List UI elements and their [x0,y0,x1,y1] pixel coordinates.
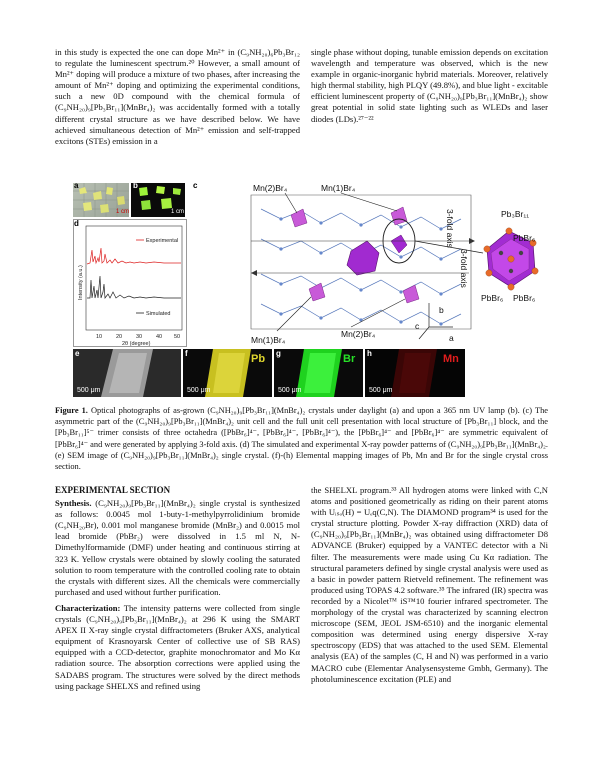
bottom-right-column [311,485,548,685]
xrd-tick-10: 10 [96,334,103,340]
characterization-heading: Characterization: [55,602,121,613]
label-axis-b: b [439,305,444,315]
caption-heading: Figure 1. [55,406,88,415]
experimental-section-heading: EXPERIMENTAL SECTION [55,485,171,495]
xrd-plot [74,220,186,346]
label-h: h [367,349,372,358]
scale-a: 1 cm [116,209,130,215]
xrd-tick-40: 40 [156,334,163,340]
label-pbbr6-top: PbBr₆ [513,233,536,243]
element-br-label: Br [343,353,356,365]
label-3fold-axis-1: 3-fold axis [445,209,455,248]
label-pbbr6-right: PbBr₆ [513,293,536,303]
intro-paragraph-left: in this study is expected the one can dope Mn²⁺ in (C₉NH₂₀)₆Pb₃Br₁₂ to regulate the luminescent spectrum.²⁰ However, a small amount of Mn²⁺ doping will produce a mixture of two phases, after increasing the amount of Mn²⁺ doping and optimizing the experimental conditions, such a new 0D compound with the chemical formula of (C₉NH₂₀)₉[Pb₃Br₁₁](MnBr₄)₂ was accidentally formed with a totally different crystal structure as we have described below. We have achieved simultaneous detection of Mn²⁺ emission and self-trapped excitons (STEs) emission in a [55,47,300,146]
synthesis-heading: Synthesis. [55,498,92,509]
figure-caption [55,405,548,472]
xrd-legend-simulated: Simulated [146,311,171,317]
top-right-column [311,47,548,125]
element-mn-label: Mn [443,353,459,365]
label-b: b [133,181,138,190]
scale-b: 1 cm [171,209,185,215]
intro-paragraph-right: single phase without doping, tunable emission depends on excitation wavelength and temperature was observed, which is the new example in organic-inorganic hybrid materials. Moreover, relatively high thermal stability, high PLQY (49.8%), and blue light - excitable efficient luminescent property of (C₉NH₂₀)₉[Pb₃Br₁₁](MnBr₄)₂ show great potential in solid state lighting such as WLEDs and laser diodes (LDs).²⁷⁻²² [311,47,548,124]
scale-f: 500 μm [187,387,211,394]
characterization-text: The intensity patterns were collected from single crystals (C₉NH₂₀)₉[Pb₃Br₁₁](MnBr₄)₂ at 296 K using the SMART APEX II X-ray single crystal diffractometers (Bruker AXS, analytical equipment of Krasnoyarsk Center of collective use of SB RAS) equipped with a CCD-detector, graphite monochromator and Mo Kα radiation source. The absorption corrections were applied using the SADABS program. The structures were solved by the direct methods using package SHELXS and refined using [55,602,300,691]
label-axis-c: c [415,321,420,331]
label-pbbr6-left: PbBr₆ [481,293,504,303]
scale-e: 500 μm [77,387,101,394]
label-e: e [75,349,80,358]
label-d: d [74,219,79,228]
label-mn1br4-top: Mn(1)Br₄ [321,183,356,193]
label-3fold-axis-2: 3-fold axis [459,249,469,288]
xrd-tick-50: 50 [174,334,181,340]
xrd-legend-experimental: Experimental [146,238,179,244]
synthesis-paragraph [55,498,300,598]
panel-c-structure [191,179,548,349]
caption-text: Optical photographs of as-grown (C₉NH₂₀)₉[Pb₃Br₁₁](MnBr₄)₂ crystals under daylight (a) and upon a 365 nm UV lamp (b). (c) The asymmetric part of the (C₉NH₂₀)₉[Pb₃Br₁₁](MnBr₄)₂ unit cell and the full unit cell presentation with local structure of [Pb₃Br₁₁] block, and the [Pb₃Br₁₁]⁵⁻ trimer consists of three octahedra ([PbBr₆]⁴⁻, [PbBr₆]⁴⁻, [PbBr₆]⁴⁻), the [PbBr₆]⁴⁻ and [PbBr₆]⁴⁻ are symmetric equivalent of [PbBr₆]⁴⁻ and were generated by applying 3-fold axis. (d) The simulated and experimental X-ray powder patterns of (C₉NH₂₀)₉[Pb₃Br₁₁](MnBr₄)₂. (e) SEM image of (C₉NH₂₀)₉[Pb₃Br₁₁](MnBr₄)₂ single crystal. (f)-(h) Elemental mapping images of Pb, Mn and Br for the single crystal cross section. [55,406,548,472]
label-mn2br4-bottom: Mn(2)Br₄ [341,329,376,339]
xrd-ylabel: Intensity (a.u.) [78,265,84,300]
panel-d-xrd [73,219,187,347]
label-mn1br4-bottom: Mn(1)Br₄ [251,335,286,345]
characterization-paragraph [55,603,300,692]
figure-1 [55,177,548,400]
xrd-xlabel: 2θ (degree) [122,341,151,346]
label-c: c [193,181,198,190]
label-f: f [185,349,188,358]
label-mn2br4-top: Mn(2)Br₄ [253,183,288,193]
label-g: g [276,349,281,358]
bottom-left-column [55,485,300,692]
scale-g: 500 μm [278,387,302,394]
methods-continued-paragraph: the SHELXL program.³³ All hydrogen atoms were linked with C,N atoms and positioned geometrically as riding on their parent atoms with Uᵢₛₒ(H) = Uₑq(C,N). The DIAMOND program³⁴ is used for the crystal structure plotting. Powder X-ray diffraction (XRD) data of (C₉NH₂₀)₉[Pb₃Br₁₁](MnBr₄)₂ was obtained using diffractometer D8 ADVANCE (Bruker) equipped by a VANTEC detector with a Ni filter. The measurements were made using Cu Kα radiation. The structural parameters defined by single crystal analysis were used as a basic in powder pattern Rietveld refinement. The refinement was produced using TOPAS 4.2 software.³⁵ The infrared (IR) spectra was recorded by a Nicoletᵀᴹ iS™10 fourier infrared spectrometer. The morphology of the crystal was characterized by scanning electron microscope (SEM, JEOL JSM-6510) and the inorganic elemental composition was determined using energy dispersive X-ray spectroscopy (EDS) that was attached to the used SEM. Elemental analysis (EA) of the samples (C, H and N) was performed in a vario MACRO cube (Elementar Analysensysteme Gmbh, Germany). The photoluminescence excitation (PLE) and [311,485,548,684]
xrd-tick-30: 30 [136,334,143,340]
label-a: a [74,181,79,190]
xrd-tick-20: 20 [116,334,123,340]
label-axis-a: a [449,333,454,343]
scale-h: 500 μm [369,387,393,394]
top-left-column [55,47,300,147]
label-pb3br11: Pb₃Br₁₁ [501,209,530,219]
element-pb-label: Pb [251,353,266,365]
synthesis-text: (C₉NH₂₀)₉[Pb₃Br₁₁](MnBr₄)₂ single crystal is synthesized as follows: 0.0045 mol 1-buty-1-methylpyrrolidinium bromide (C₉NH₂₀Br), 0.001 mol manganese bromide (MnBr₂) and 0.0015 mol lead bromide (PbBr₂) were dissolved in 1.5 ml N, N-Dimethylformamide (DMF) under heating and continuous stirring at 323 K. Yellow crystals were obtained by slowly cooling the saturated solution to room temperature with the controlled cooling rate to obtain the crystals with different sizes. All the chemicals were commercially purchased and used without further purification. [55,498,300,597]
